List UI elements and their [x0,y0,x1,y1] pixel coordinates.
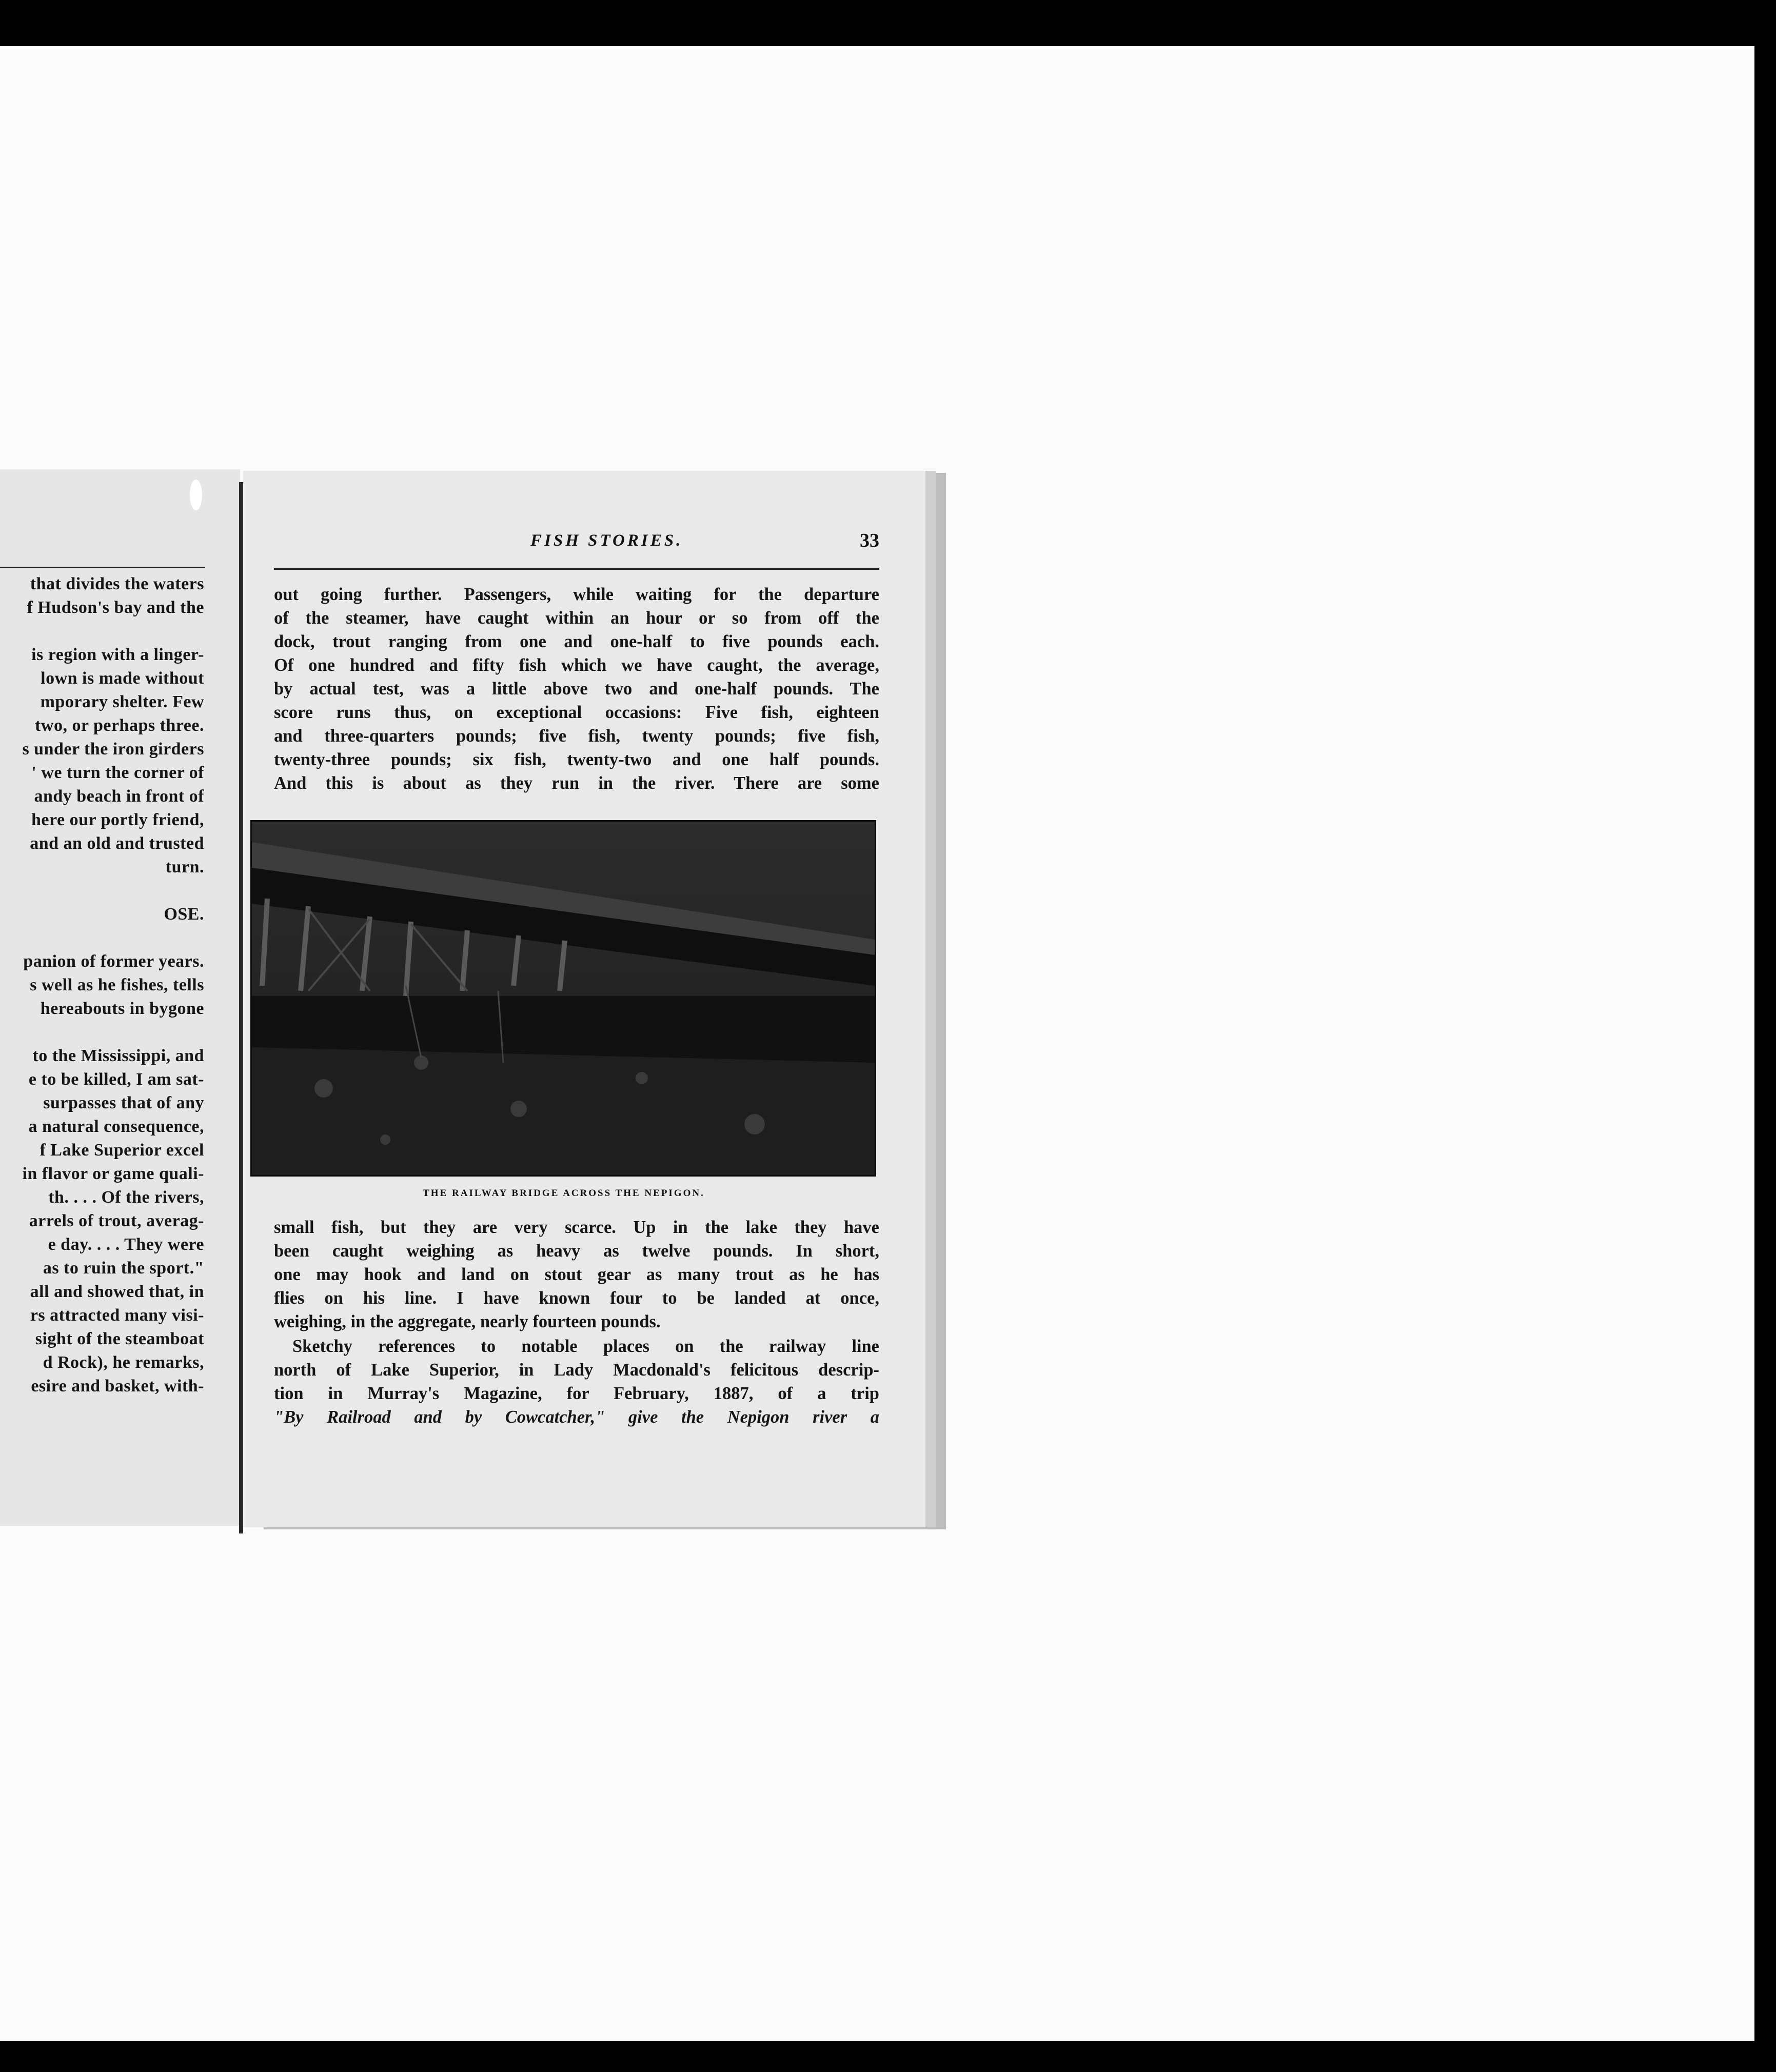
left-text-line: esire and basket, with- [31,1377,204,1396]
left-text-line: panion of former years. [23,952,204,971]
left-text-line: d Rock), he remarks, [43,1353,204,1372]
text-line: been caught weighing as heavy as twelve pounds. In short, [274,1241,879,1261]
text-line: by actual test, was a little above two and one-half pounds. The [274,679,879,699]
running-title: FISH STORIES. [530,531,683,550]
page-number: 33 [860,530,879,551]
text-line: north of Lake Superior, in Lady Macdonald's felicitous descrip- [274,1360,879,1380]
text-line: score runs thus, on exceptional occasions: Five fish, eighteen [274,703,879,722]
left-text-line: that divides the waters [30,574,204,593]
text-line: weighing, in the aggregate, nearly fourteen pounds. [274,1312,661,1331]
left-text-line: OSE. [164,905,204,924]
left-text-line: e to be killed, I am sat- [28,1070,204,1089]
text-line: tion in Murray's Magazine, for February, 1887, of a trip [274,1384,879,1403]
text-line: Of one hundred and fifty fish which we have caught, the average, [274,655,879,675]
left-text-line: mporary shelter. Few [40,692,204,711]
left-text-line: two, or perhaps three. [35,716,204,735]
book-gutter [239,482,243,1533]
bridge-photograph [250,820,876,1177]
text-line: "By Railroad and by Cowcatcher," give the Nepigon river a [274,1407,879,1427]
text-line: out going further. Passengers, while waiting for the departure [274,585,879,604]
left-text-line: f Hudson's bay and the [27,598,204,617]
left-text-line: rs attracted many visi- [30,1306,204,1325]
text-line: one may hook and land on stout gear as many trout as he has [274,1265,879,1284]
left-text-line: lown is made without [41,669,204,688]
text-line: dock, trout ranging from one and one-half to five pounds each. [274,632,879,651]
left-text-line: here our portly friend, [31,810,204,829]
left-text-line: ' we turn the corner of [31,763,204,782]
left-text-line: hereabouts in bygone [40,999,204,1018]
text-line: and three-quarters pounds; five fish, twenty pounds; five fish, [274,726,879,746]
left-text-line: arrels of trout, averag- [29,1211,204,1230]
left-text-line: surpasses that of any [43,1093,204,1112]
left-text-line: as to ruin the sport." [43,1259,204,1278]
left-text-line: e day. . . . They were [48,1235,204,1254]
left-page [0,469,240,1526]
left-text-line: and an old and trusted [30,834,204,853]
text-line: small fish, but they are very scarce. Up in the lake they have [274,1218,879,1237]
scan-speck [190,480,202,510]
left-text-line: s under the iron girders [22,740,204,759]
left-text-line: th. . . . Of the rivers, [48,1188,204,1207]
bridge-photo-illustration [252,822,875,1175]
left-header-rule [0,567,205,568]
figure-caption: THE RAILWAY BRIDGE ACROSS THE NEPIGON. [423,1188,705,1199]
left-text-line: all and showed that, in [30,1282,204,1301]
left-text-line: is region with a linger- [31,645,204,664]
left-text-line: f Lake Superior excel [40,1141,204,1160]
left-text-line: andy beach in front of [34,787,204,806]
left-text-line: sight of the steamboat [35,1329,204,1348]
text-line: of the steamer, have caught within an hour or so from off the [274,608,879,628]
left-text-line: in flavor or game quali- [22,1164,204,1183]
text-line: twenty-three pounds; six fish, twenty-two and one half pounds. [274,750,879,769]
left-text-line: to the Mississippi, and [32,1046,204,1065]
text-line: And this is about as they run in the river. There are some [274,773,879,793]
text-line: flies on his line. I have known four to be landed at once, [274,1288,879,1308]
header-rule [274,568,879,570]
left-text-line: turn. [165,858,204,876]
running-header [274,531,879,557]
right-page [243,471,925,1527]
text-line: Sketchy references to notable places on the railway line [292,1337,879,1356]
left-text-line: a natural consequence, [28,1117,204,1136]
left-text-line: s well as he fishes, tells [30,975,204,994]
